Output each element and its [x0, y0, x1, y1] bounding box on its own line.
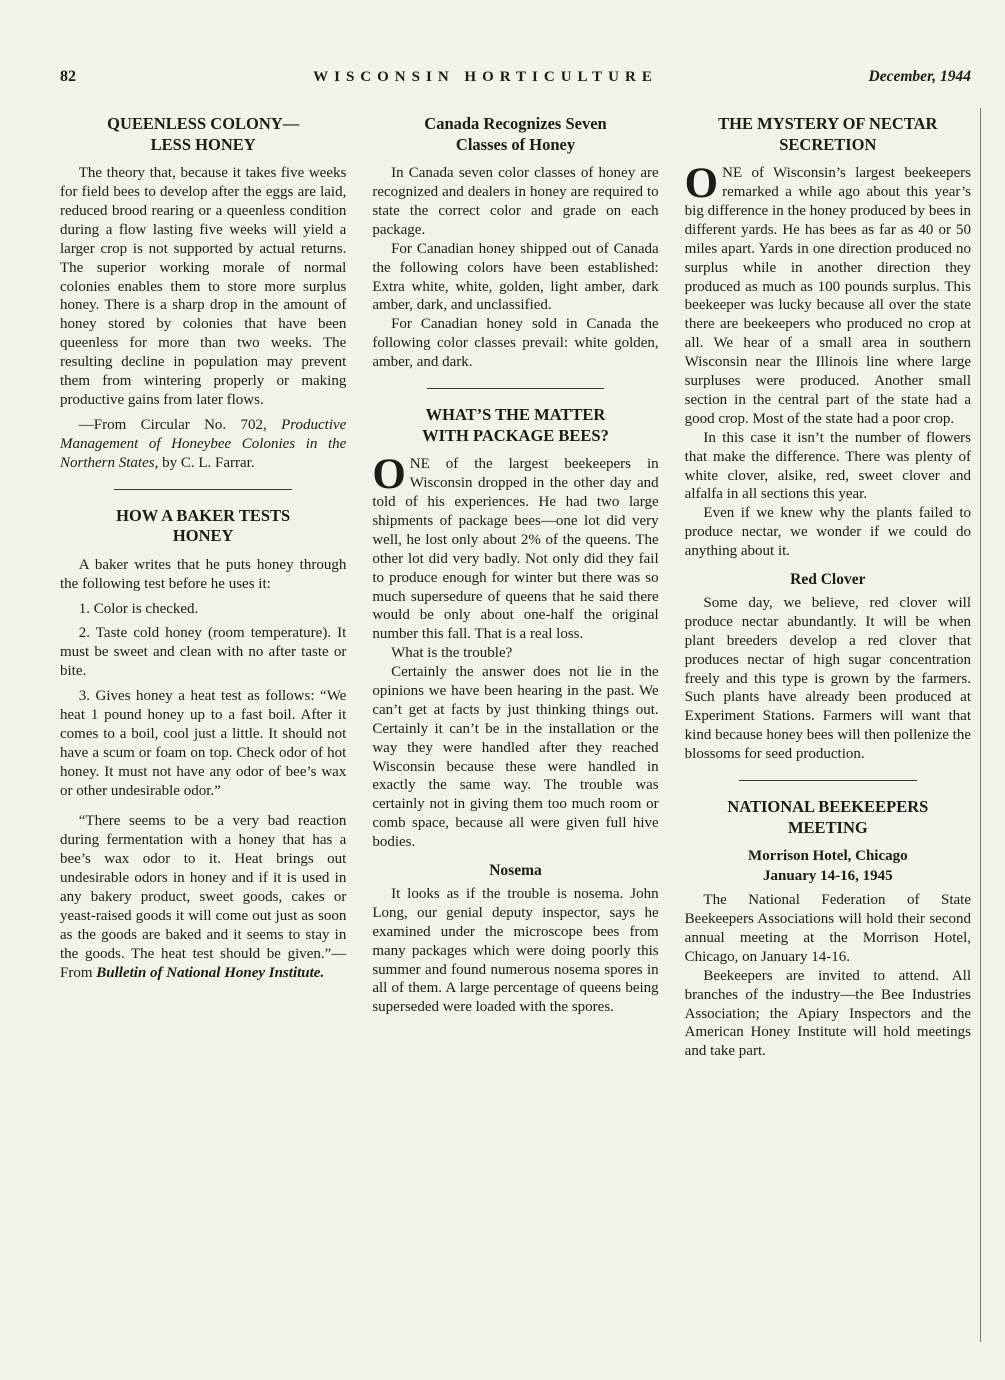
title-line: WHAT’S THE MATTER: [425, 405, 606, 425]
title-line: LESS HONEY: [150, 134, 256, 154]
paragraph: Even if we knew why the plants failed to produce nectar, we wonder if we could do anything about it.: [684, 505, 971, 560]
attribution-source: Productive Management of Honeybee Colonies in the Northern States,: [60, 416, 347, 471]
subheading-red-clover: Red Clover: [790, 570, 866, 588]
meeting-date: January 14-16, 1945: [763, 867, 893, 884]
article-title: [60, 506, 346, 547]
article-title: [685, 797, 971, 838]
title-line: MEETING: [787, 817, 868, 837]
paragraph: Beekeepers are invited to attend. All branches of the industry—the Bee Industries Association; the Apiary Inspectors and the American Honey Institute will hold meetings and take part.: [684, 967, 971, 1060]
paragraph: Certainly the answer does not lie in the opinions we have been hearing in the past. We can’t get at facts by just thinking things out. Certainly it can’t be in the installation or the way they were handled after they reached Wisconsin because these were handled in exactly the same way. The trouble was certainly not in giving them too much room or comb space, because all were given full hive bodies.: [372, 664, 659, 851]
title-line: SECRETION: [779, 134, 877, 154]
paragraph: It looks as if the trouble is nosema. John Long, our genial deputy inspector, says he examined under the microscope bees from many packages which were doing poorly this summer and found numerous nosema spores in all of them. A large percentage of queens being superseded were loaded with the spores.: [372, 886, 659, 1016]
title-line: QUEENLESS COLONY—: [107, 114, 300, 133]
title-line: WITH PACKAGE BEES?: [422, 425, 609, 445]
title-line: HOW A BAKER TESTS: [116, 505, 291, 525]
attribution: [60, 416, 346, 473]
paragraph: A baker writes that he puts honey through the following test before he uses it:: [60, 556, 347, 592]
paragraph: The National Federation of State Beekeepers Associations will hold their second annual meeting at the Morrison Hotel, Chicago, on January 14-16.: [684, 892, 971, 965]
meeting-location: Morrison Hotel, Chicago: [748, 848, 908, 865]
masthead: [60, 68, 971, 86]
title-line: Classes of Honey: [455, 134, 576, 154]
attribution-text: —From Circular No. 702,: [78, 416, 282, 433]
article-canada-honey-classes: [372, 114, 658, 372]
article-title: [372, 114, 658, 155]
page-number: 82: [60, 68, 76, 85]
article-divider: [739, 780, 917, 781]
column-layout: [60, 112, 971, 1061]
article-divider: [427, 388, 605, 389]
article-baker-tests: [60, 506, 346, 983]
article-nectar-secretion: [685, 114, 971, 764]
quote-text: “There seems to be a very bad reaction during fermentation with a honey that has a bee’s wax odor to it. Heat brings out undesirable odors in honey and if it is used in any bakery product, sweet goods, cakes or yeast-raised goods it will come out just as soon as the goods are baked and it seems to stay in the goods. The heat test should be given.”—From: [60, 813, 347, 981]
paragraph: The theory that, because it takes five weeks for field bees to develop after the eggs are laid, reduced brood rearing or a queenless condition during a flow lasting five weeks will yield a larger crop is not supported by actual returns. The superior working morale of normal colonies enables them to store more surplus honey. There is a sharp drop in the amount of honey stored by colonies that have been queenless for more than two weeks. The resulting decline in population may prevent them from wintering properly or making productive gains from later flows.: [60, 165, 347, 408]
issue-date: December, 1944: [868, 68, 971, 85]
column-2: [372, 112, 658, 1061]
paragraph: [684, 160, 971, 428]
paragraph: What is the trouble?: [391, 645, 513, 662]
paragraph: For Canadian honey shipped out of Canada the following colors have been established: Extra white, white, golden, light amber, dark amber, dark, and unclassified.: [372, 240, 659, 314]
column-1: [60, 112, 346, 1061]
paragraph: For Canadian honey sold in Canada the following color classes prevail: white golden, amber, and dark.: [372, 316, 659, 371]
list-item: 3. Gives honey a heat test as follows: “We heat 1 pound honey up to a fast boil. After it comes to a boil, cool just a little. It should not have a scum or foam on top. Check odor of hot honey. It must not have any odor of bee’s wax or other undesirable odor.”: [60, 688, 347, 799]
article-title: [372, 405, 658, 446]
paragraph: [372, 451, 659, 644]
list-item: 1. Color is checked.: [78, 600, 199, 617]
article-beekeepers-meeting: [685, 797, 971, 1061]
column-3: [685, 112, 971, 1061]
subheading-nosema: Nosema: [489, 862, 542, 879]
paragraph-text: NE of the largest beekeepers in Wisconsin dropped in the other day and told of his experiences. He had two large shipments of package bees—one lot did very well, he lost only about 2% of the queens. The other lot did very badly. Not only did they fail to produce enough for winter but there was so much supersedure of queens that he said there would be only about one-half the original number this fall. That is a real loss.: [372, 456, 659, 643]
attribution-text: by C. L. Farrar.: [158, 454, 255, 471]
paragraph: Some day, we believe, red clover will produce nectar abundantly. It will be when plant breeders develop a red clover that produces nectar of high sugar concentration freely and this type is grown by the farmers. Such plants have already been produced at Experiment Stations. Farmers will want that kind because honey bees will then pollenize the blossoms for seed production.: [684, 594, 971, 763]
paragraph: [60, 812, 346, 982]
article-title: [60, 114, 346, 155]
title-line: Canada Recognizes Seven: [424, 114, 607, 133]
journal-title: WISCONSIN HORTICULTURE: [313, 69, 658, 85]
title-line: NATIONAL BEEKEEPERS: [727, 796, 929, 816]
paragraph: In Canada seven color classes of honey are recognized and dealers in honey are required to state the correct color and grade on each package.: [372, 165, 659, 238]
attribution-source: Bulletin of National Honey Institute.: [96, 964, 325, 981]
paragraph: In this case it isn’t the number of flowers that make the difference. There was plenty of white clover, alsike, red, sweet clover and alfalfa in all sections this year.: [684, 429, 971, 503]
article-package-bees: [372, 405, 658, 1017]
article-divider: [114, 489, 292, 490]
paragraph-text: NE of Wisconsin’s largest beekeepers remarked a while ago about this year’s big difference in the honey produced by bees in different yards. He has bees as far as 40 or 50 miles apart. Yards in one direction produced no surplus while in another direction they produced as much as 100 pounds surplus. This beekeeper was lucky because all over the state there are beekeepers who produced no crop at all. We hear of a small area in southern Wisconsin near the Illinois line where large surpluses were produced. Another small section in the central part of the state had a good crop. Most of the state had a poor crop.: [684, 165, 971, 427]
title-line: HONEY: [172, 526, 234, 546]
drop-cap: O: [372, 451, 406, 499]
article-title: [685, 114, 971, 155]
page-edge-rule: [980, 108, 982, 1342]
list-item: 2. Taste cold honey (room temperature). It must be sweet and clean with no after taste or bite.: [60, 625, 347, 680]
drop-cap: O: [684, 160, 719, 208]
article-queenless-colony: [60, 114, 346, 473]
title-line: THE MYSTERY OF NECTAR: [718, 114, 938, 133]
